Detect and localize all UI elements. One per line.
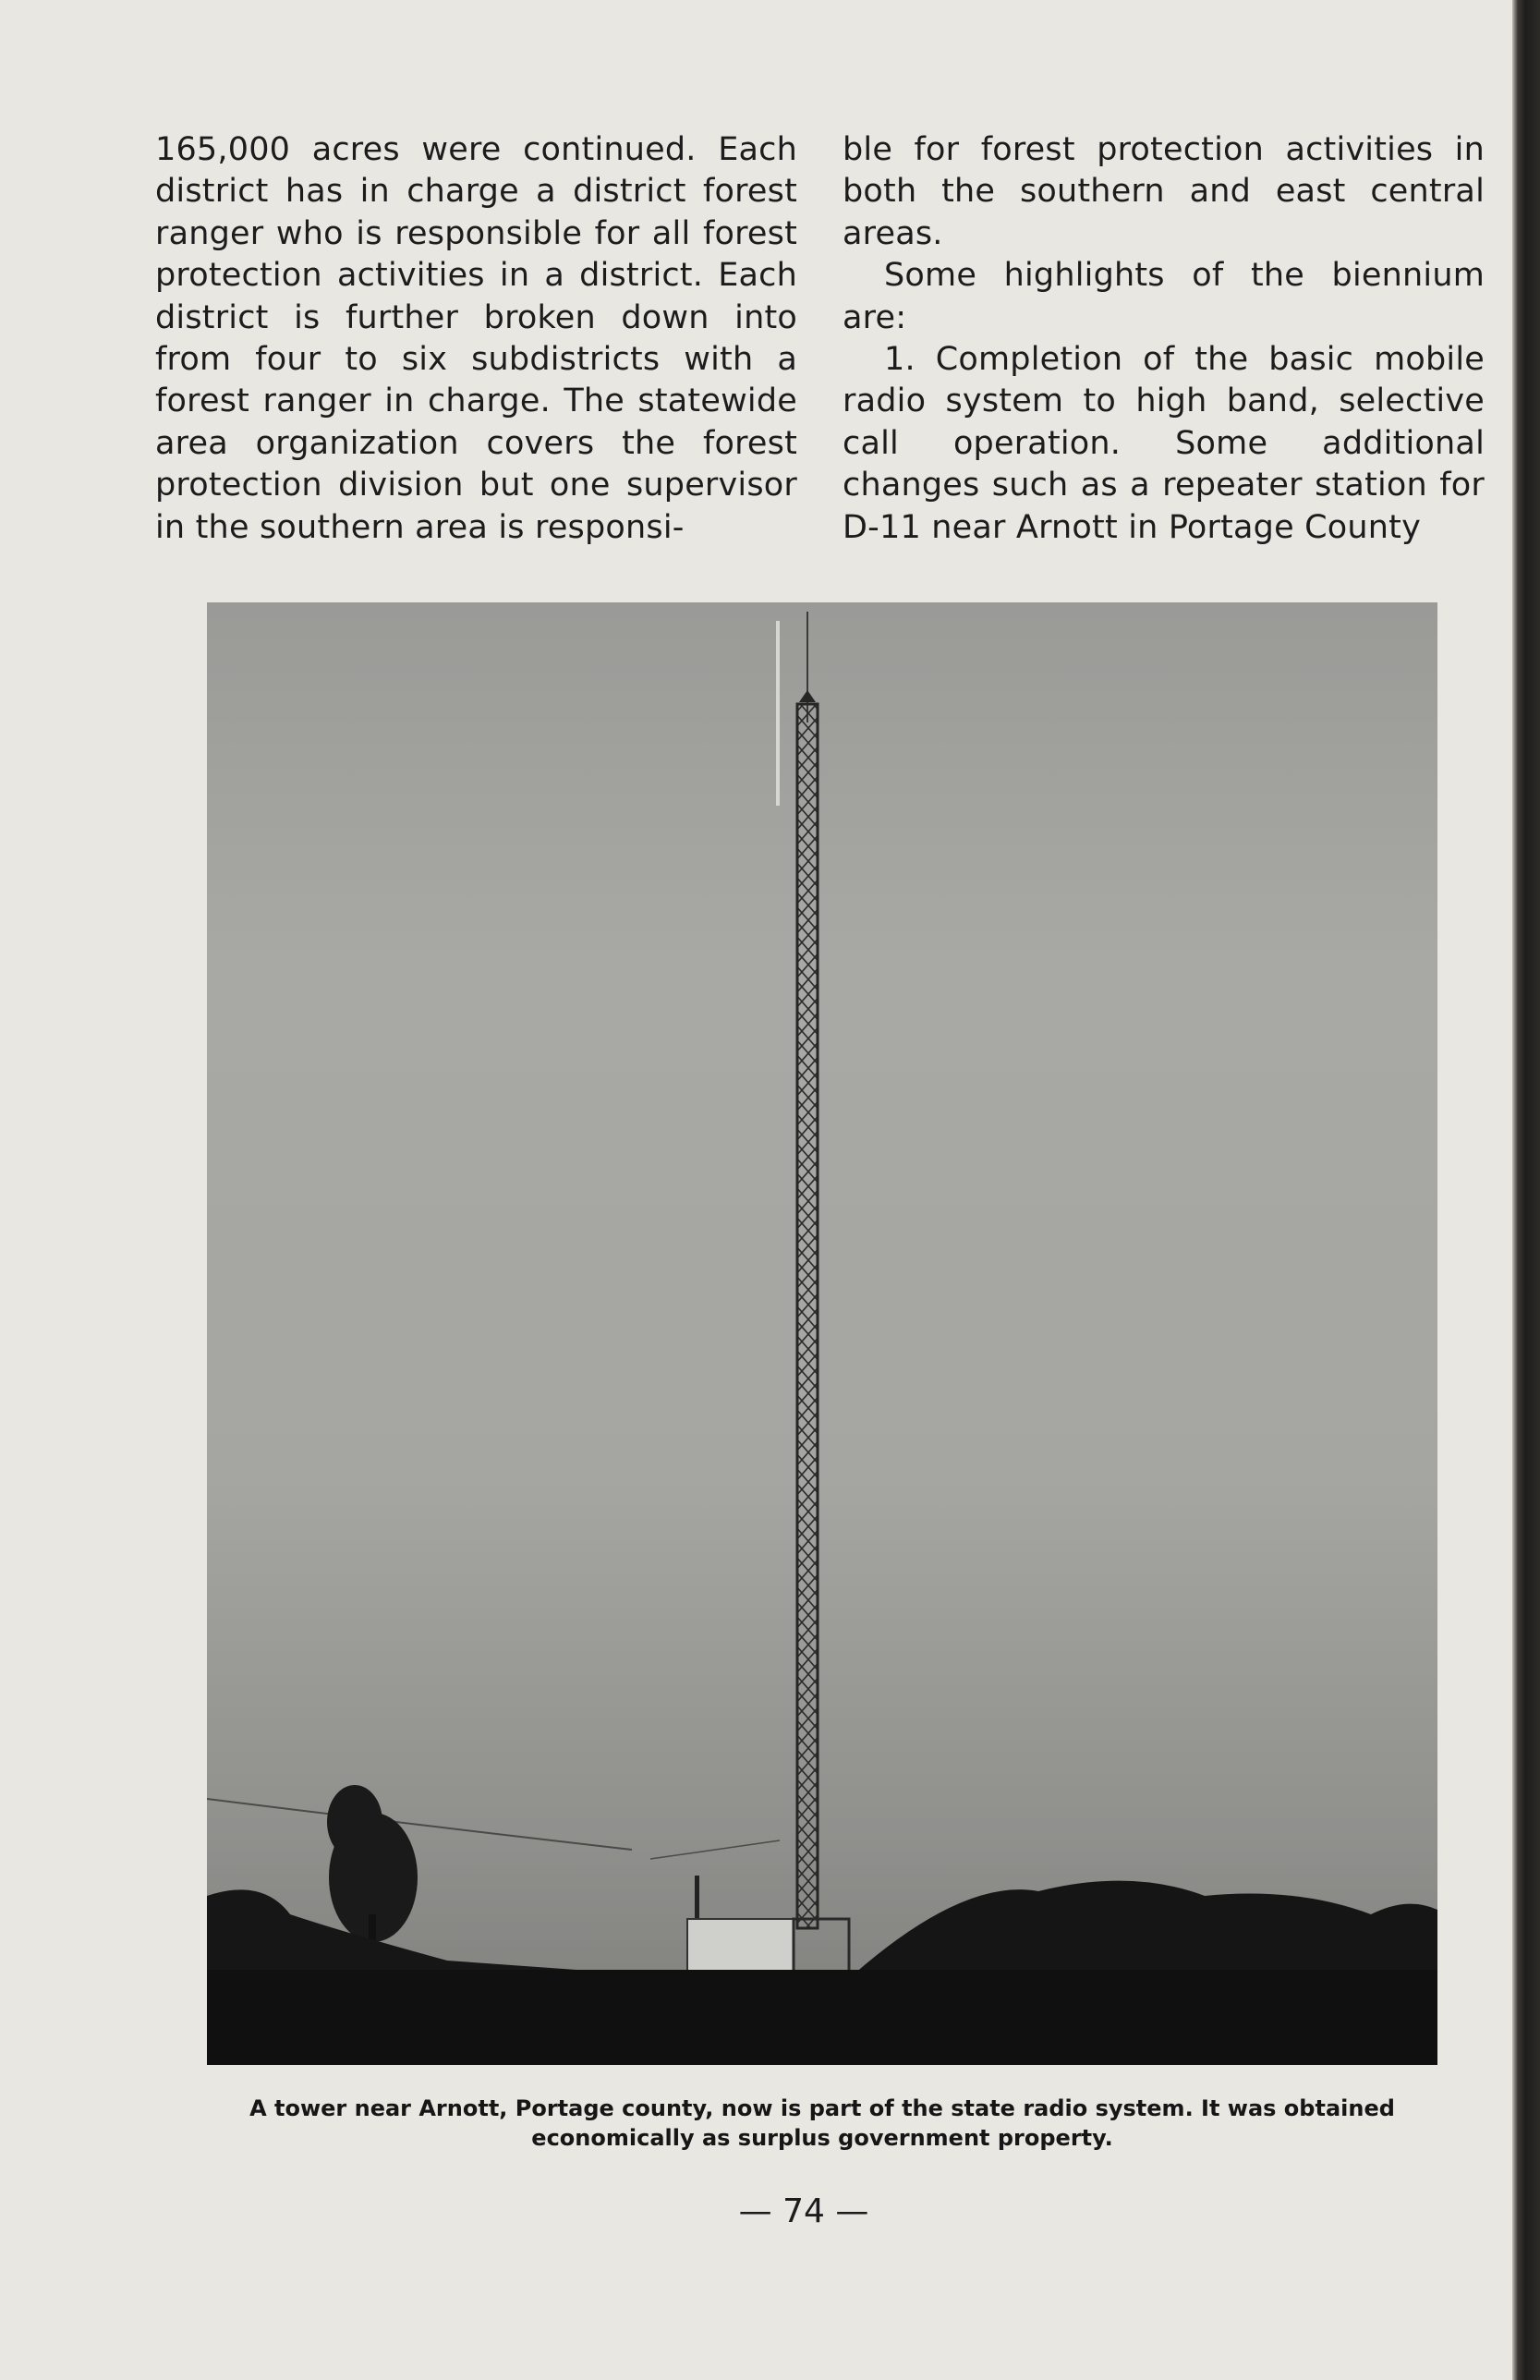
book-gutter-edge xyxy=(1512,0,1540,2380)
text-column-right xyxy=(843,129,1485,549)
radio-tower-illustration xyxy=(207,602,1437,2065)
right-column-paragraph-2: Some highlights of the biennium are: xyxy=(843,257,1485,336)
text-column-left xyxy=(155,129,797,549)
right-column-paragraph-3: 1. Completion of the basic mobile radio system to high band, selective call operation. Some additional changes such as a repeater station for D-11 near Arnott in Portage County xyxy=(843,341,1485,546)
left-column-paragraph: 165,000 acres were continued. Each district has in charge a district forest ranger who is responsible for all forest protection activities in a district. Each district is further broken down into from four to six subdistricts with a forest ranger in charge. The statewide area organization covers the forest protection division but one supervisor in the southern area is responsi- xyxy=(155,131,797,546)
page-number: — 74 — xyxy=(738,2192,869,2230)
right-column-paragraph-1: ble for forest protection activities in both the southern and east central areas. xyxy=(843,131,1485,252)
figure-caption: A tower near Arnott, Portage county, now is part of the state radio system. It was obtained economically as surplus government property. xyxy=(249,2095,1395,2151)
radio-tower-photo xyxy=(207,602,1437,2065)
